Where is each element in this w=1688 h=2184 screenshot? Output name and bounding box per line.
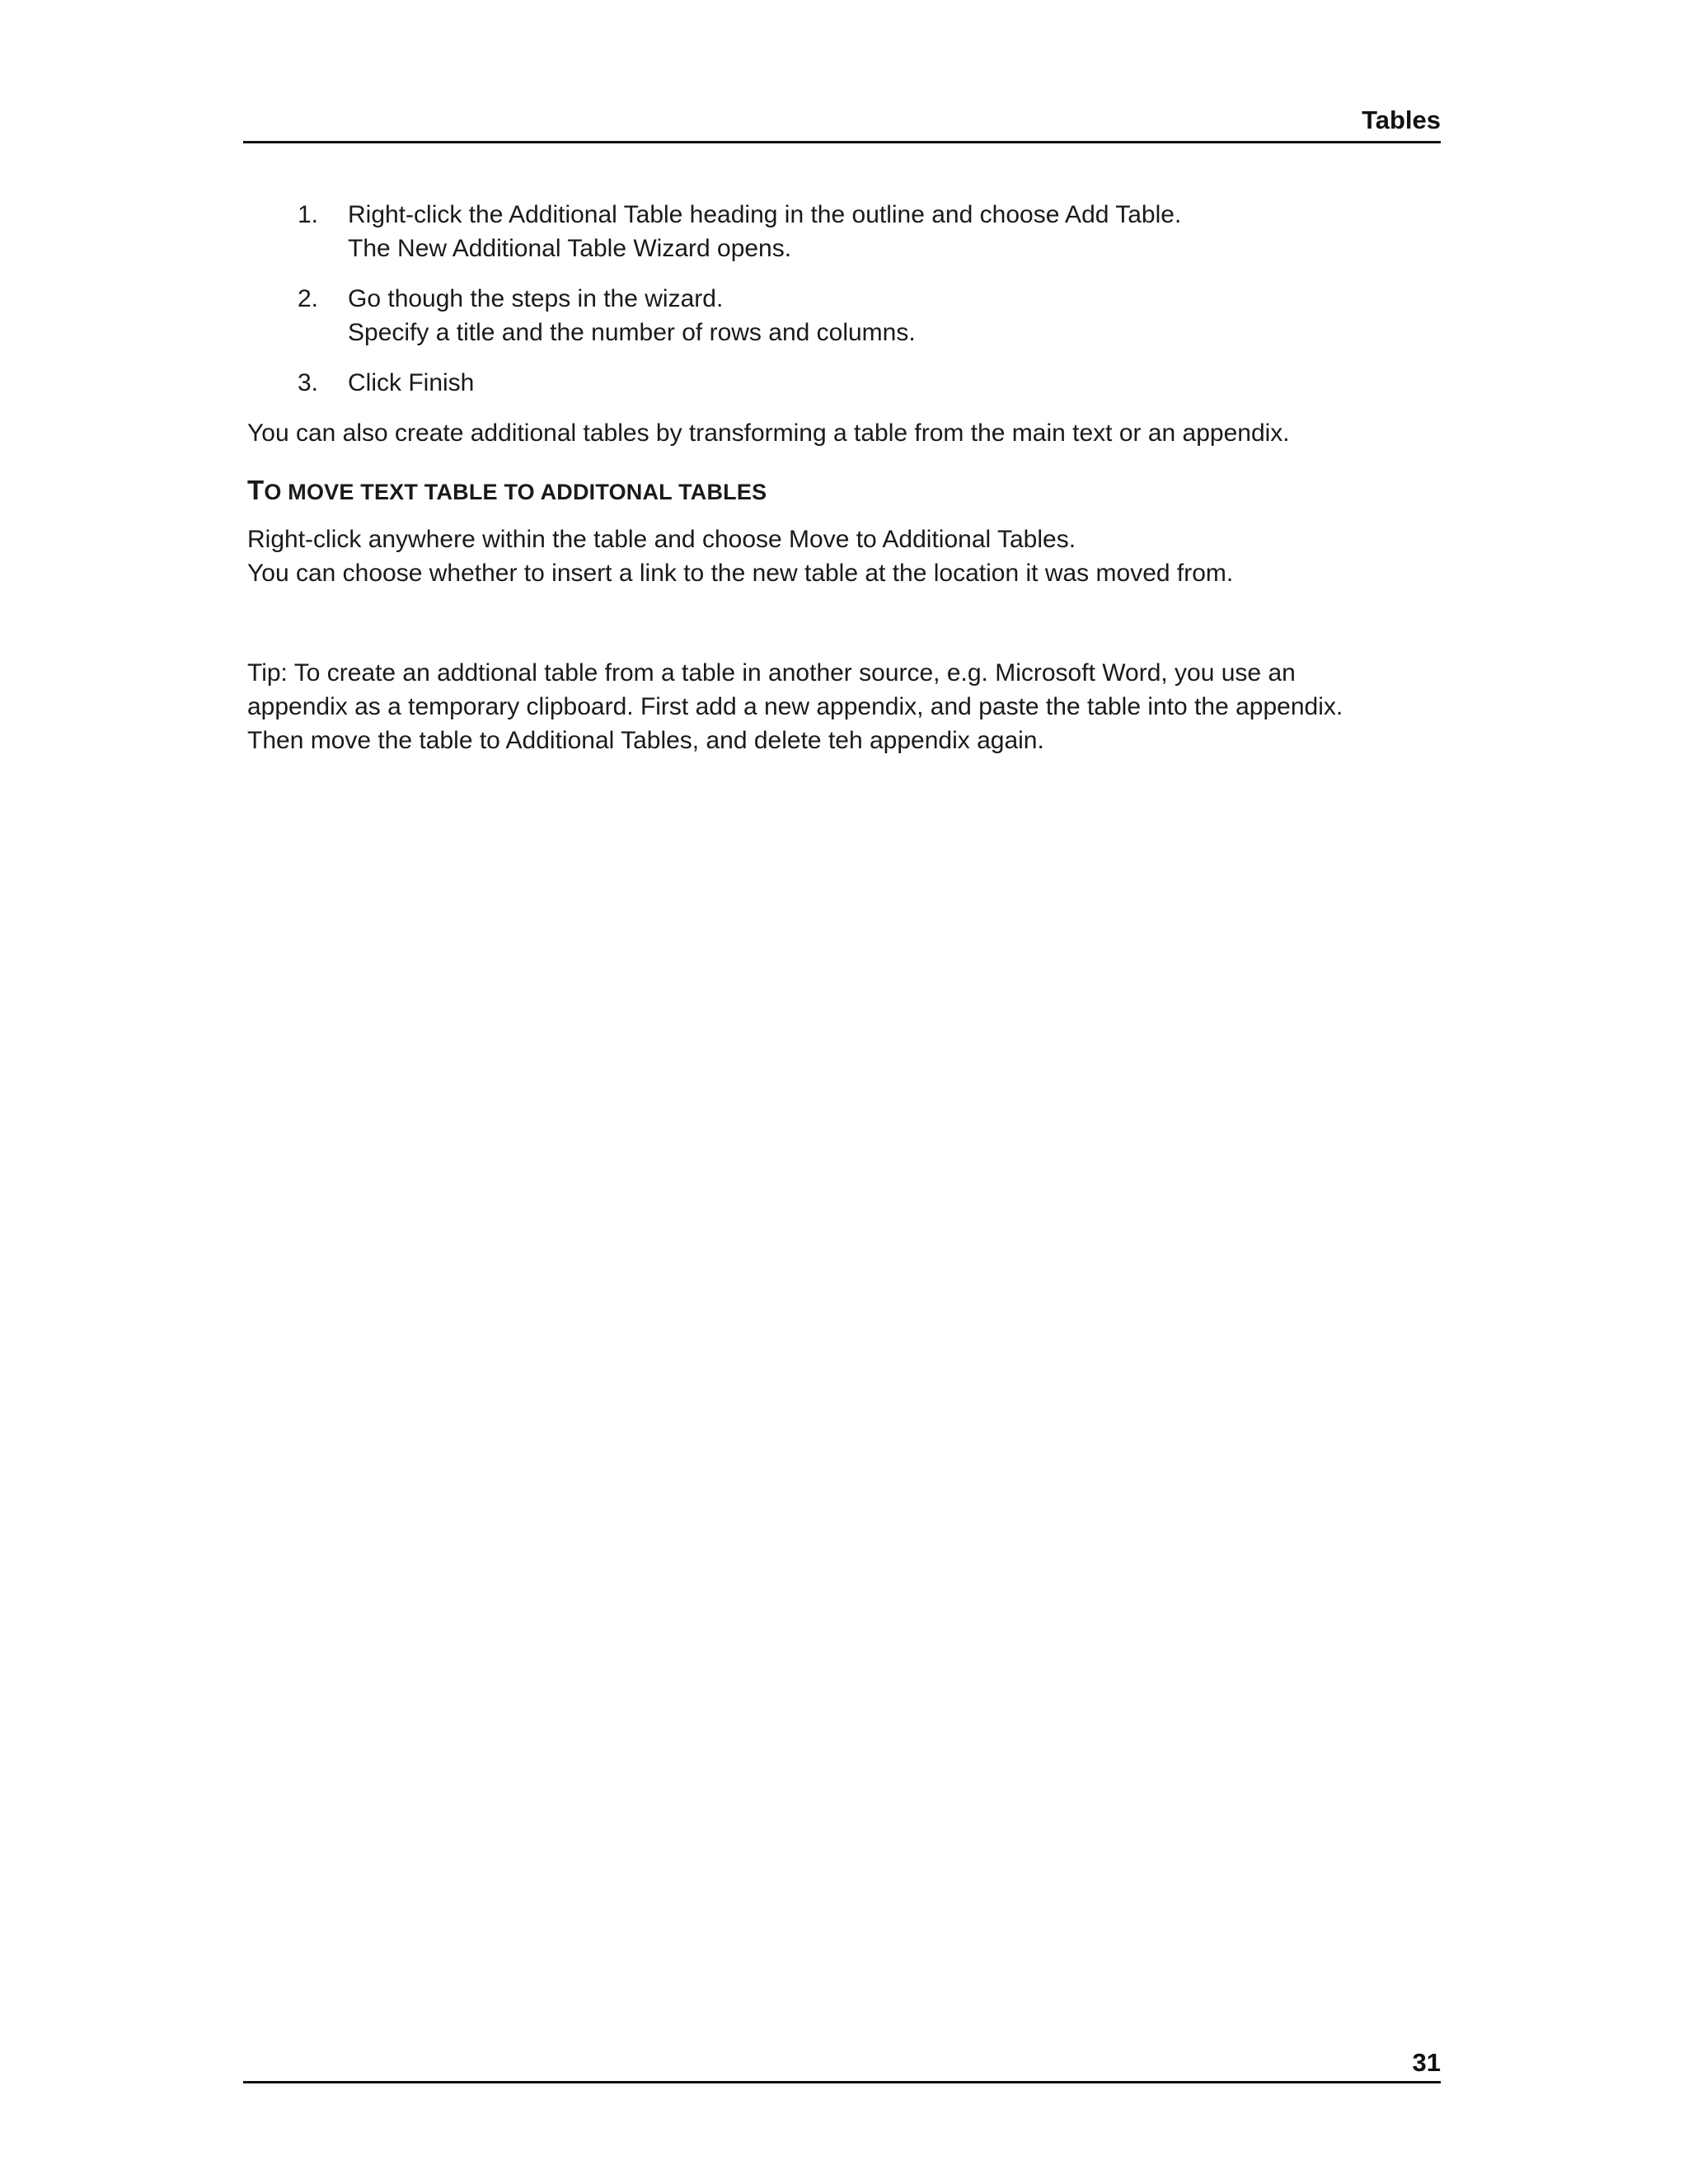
page-number: 31	[1412, 2048, 1441, 2077]
tip-line: Then move the table to Additional Tables, and delete teh appendix again.	[247, 727, 1044, 754]
section-paragraph	[247, 523, 1434, 590]
step-text: Click Finish	[348, 369, 475, 396]
section-line: Right-click anywhere within the table and choose Move to Additional Tables.	[247, 526, 1076, 553]
tip-line: appendix as a temporary clipboard. First add a new appendix, and paste the table into the appendix.	[247, 693, 1343, 720]
section-line: You can choose whether to insert a link to the new table at the location it was moved from.	[247, 560, 1234, 587]
steps-list	[247, 198, 1434, 400]
step-text: Right-click the Additional Table heading in the outline and choose Add Table.	[348, 201, 1182, 228]
tip-line: Tip: To create an addtional table from a table in another source, e.g. Microsoft Word, you use an	[247, 659, 1296, 687]
section-heading	[247, 473, 1434, 509]
section-heading-initial: T	[247, 475, 265, 505]
step-number: 2.	[298, 285, 319, 312]
step-text: Go though the steps in the wizard.	[348, 285, 724, 312]
step-number: 3.	[298, 369, 319, 396]
step-item	[247, 366, 1434, 400]
step-item	[247, 282, 1434, 349]
step-number: 1.	[298, 201, 319, 228]
footer-rule	[243, 2081, 1441, 2083]
section-heading-text: O MOVE TEXT TABLE TO ADDITONAL TABLES	[264, 480, 767, 504]
header-rule	[243, 141, 1441, 143]
intro-paragraph: You can also create additional tables by transforming a table from the main text or an appendix.	[247, 419, 1290, 447]
running-header-title: Tables	[1362, 105, 1441, 134]
step-item	[247, 198, 1434, 265]
page-content	[247, 198, 1434, 774]
step-result-text: Specify a title and the number of rows and columns.	[348, 319, 916, 346]
step-result-text: The New Additional Table Wizard opens.	[348, 235, 792, 262]
tip-paragraph	[247, 656, 1434, 757]
